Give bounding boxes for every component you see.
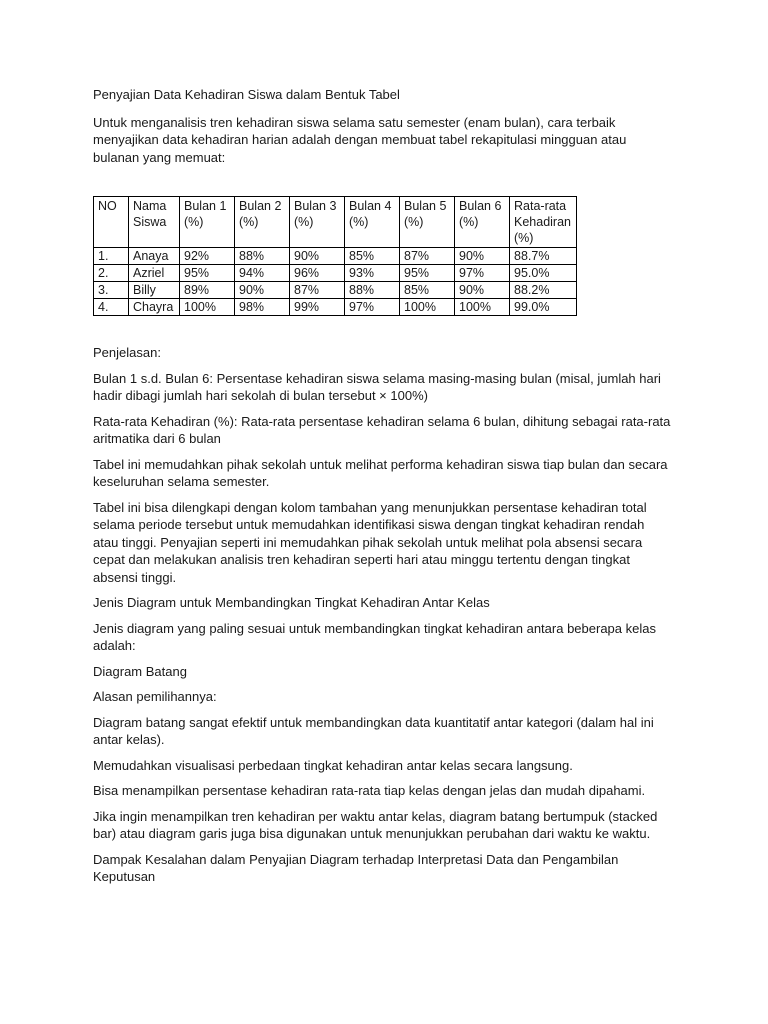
explanation-heading: Penjelasan:: [93, 345, 161, 360]
header-month-5: Bulan 5 (%): [400, 197, 455, 248]
paragraph: Tabel ini bisa dilengkapi dengan kolom tambahan yang menunjukkan persentase kehadiran total selama periode tersebut untuk memudahkan identifikasi siswa dengan tingkat kehadiran rendah atau tinggi. Penyajian seperti ini memudahkan pihak sekolah untuk melihat pola absensi secara cepat dan melakukan analisis tren kehadiran seperti hari atau minggu tertentu dengan tingkat absensi tinggi.: [93, 499, 647, 585]
table-cell: 88%: [345, 282, 400, 299]
paragraph: Rata-rata Kehadiran (%): Rata-rata persentase kehadiran selama 6 bulan, dihitung sebagai rata-rata aritmatika dari 6 bulan: [93, 413, 671, 446]
table-cell: 1.: [94, 248, 129, 265]
table-cell: 95%: [180, 265, 235, 282]
header-average: Rata-rata Kehadiran (%): [510, 197, 577, 248]
section-heading: Jenis Diagram untuk Membandingkan Tingkat Kehadiran Antar Kelas: [93, 595, 490, 610]
paragraph: Diagram batang sangat efektif untuk membandingkan data kuantitatif antar kategori (dalam hal ini antar kelas).: [93, 714, 654, 747]
table-cell: Chayra: [129, 299, 180, 316]
table-cell: 95%: [400, 265, 455, 282]
paragraph: Bulan 1 s.d. Bulan 6: Persentase kehadiran siswa selama masing-masing bulan (misal, jumlah hari hadir dibagi jumlah hari sekolah di bulan tersebut × 100%): [93, 370, 661, 403]
table-cell: Azriel: [129, 265, 180, 282]
table-cell: 90%: [290, 248, 345, 265]
table-row: [94, 265, 577, 282]
table-cell: 93%: [345, 265, 400, 282]
header-month-1: Bulan 1 (%): [180, 197, 235, 248]
table-cell: 3.: [94, 282, 129, 299]
table-cell: 95.0%: [510, 265, 577, 282]
table-header-row: [94, 197, 577, 248]
table-cell: 98%: [235, 299, 290, 316]
table-cell: 87%: [400, 248, 455, 265]
table-cell: 87%: [290, 282, 345, 299]
header-month-3: Bulan 3 (%): [290, 197, 345, 248]
header-month-2: Bulan 2 (%): [235, 197, 290, 248]
paragraph: Tabel ini memudahkan pihak sekolah untuk melihat performa kehadiran siswa tiap bulan dan secara keseluruhan selama semester.: [93, 456, 668, 489]
table-cell: 99.0%: [510, 299, 577, 316]
table-cell: 96%: [290, 265, 345, 282]
table-cell: 99%: [290, 299, 345, 316]
table-cell: 90%: [235, 282, 290, 299]
table-cell: Billy: [129, 282, 180, 299]
document-body: [93, 86, 673, 894]
table-cell: 97%: [345, 299, 400, 316]
attendance-table: [93, 196, 577, 316]
table-cell: 90%: [455, 248, 510, 265]
header-no: NO: [94, 197, 129, 248]
header-month-6: Bulan 6 (%): [455, 197, 510, 248]
table-cell: 88.7%: [510, 248, 577, 265]
paragraph: Jenis diagram yang paling sesuai untuk membandingkan tingkat kehadiran antara beberapa kelas adalah:: [93, 620, 656, 653]
table-row: [94, 282, 577, 299]
table-cell: 89%: [180, 282, 235, 299]
header-name: Nama Siswa: [129, 197, 180, 248]
table-cell: 85%: [400, 282, 455, 299]
table-row: [94, 299, 577, 316]
table-cell: 2.: [94, 265, 129, 282]
paragraph: Memudahkan visualisasi perbedaan tingkat kehadiran antar kelas secara langsung.: [93, 757, 573, 773]
table-cell: 85%: [345, 248, 400, 265]
table-cell: 100%: [180, 299, 235, 316]
table-cell: Anaya: [129, 248, 180, 265]
table-cell: 92%: [180, 248, 235, 265]
paragraph: Jika ingin menampilkan tren kehadiran per waktu antar kelas, diagram batang bertumpuk (stacked bar) atau diagram garis juga bisa digunakan untuk menunjukkan perubahan dari waktu ke waktu.: [93, 808, 658, 841]
table-cell: 97%: [455, 265, 510, 282]
intro-paragraph: Untuk menganalisis tren kehadiran siswa selama satu semester (enam bulan), cara terbaik menyajikan data kehadiran harian adalah dengan membuat tabel rekapitulasi mingguan atau bulanan yang memuat:: [93, 114, 627, 165]
table-cell: 100%: [455, 299, 510, 316]
table-row: [94, 248, 577, 265]
table-cell: 90%: [455, 282, 510, 299]
paragraph: Bisa menampilkan persentase kehadiran rata-rata tiap kelas dengan jelas dan mudah dipahami.: [93, 783, 646, 798]
table-cell: 100%: [400, 299, 455, 316]
paragraph: Diagram Batang: [93, 663, 187, 679]
table-cell: 4.: [94, 299, 129, 316]
section-heading: Dampak Kesalahan dalam Penyajian Diagram terhadap Interpretasi Data dan Pengambilan Keputusan: [93, 851, 619, 884]
table-cell: 88.2%: [510, 282, 577, 299]
document-title: Penyajian Data Kehadiran Siswa dalam Bentuk Tabel: [93, 87, 400, 102]
table-cell: 88%: [235, 248, 290, 265]
paragraph: Alasan pemilihannya:: [93, 689, 217, 704]
table-cell: 94%: [235, 265, 290, 282]
header-month-4: Bulan 4 (%): [345, 197, 400, 248]
